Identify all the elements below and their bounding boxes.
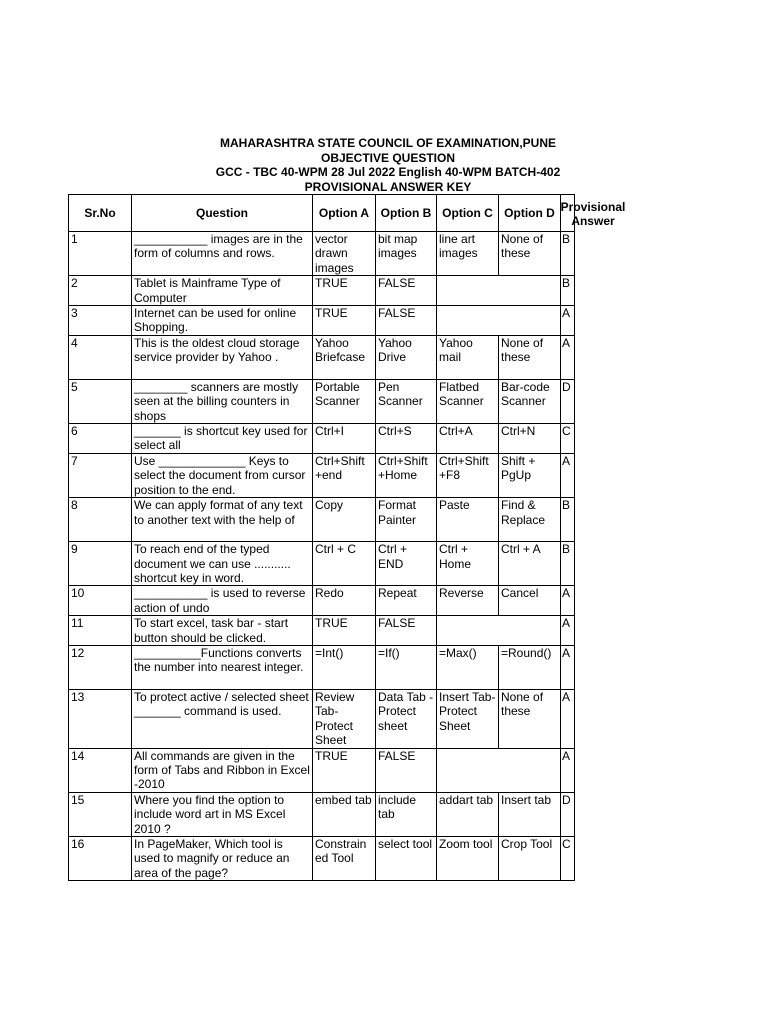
cell-option-d: Shift + PgUp: [499, 453, 561, 497]
cell-option-b: FALSE: [376, 306, 437, 336]
cell-option-c: line art images: [437, 232, 499, 276]
table-row: [69, 306, 575, 336]
cell-srno: 14: [69, 748, 132, 792]
cell-option-b: Data Tab - Protect sheet: [376, 689, 437, 748]
cell-option-b: Ctrl+Shift +Home: [376, 453, 437, 497]
cell-srno: 16: [69, 837, 132, 881]
cell-srno: 11: [69, 616, 132, 646]
cell-question: ___________ is used to reverse action of undo: [132, 586, 313, 616]
table-row: [69, 748, 575, 792]
cell-srno: 12: [69, 645, 132, 689]
cell-option-c: Zoom tool: [437, 837, 499, 881]
cell-question: ___________ images are in the form of columns and rows.: [132, 232, 313, 276]
cell-answer: B: [561, 276, 575, 306]
cell-option-a: Copy: [313, 498, 376, 542]
cell-question: To reach end of the typed document we can use ........... shortcut key in word.: [132, 542, 313, 586]
col-header-option-a: Option A: [313, 195, 376, 232]
table-row: [69, 379, 575, 423]
cell-answer: A: [561, 453, 575, 497]
table-row: [69, 542, 575, 586]
table-row: [69, 689, 575, 748]
cell-option-a: vector drawn images: [313, 232, 376, 276]
cell-option-c: Yahoo mail: [437, 335, 499, 379]
cell-question: All commands are given in the form of Tabs and Ribbon in Excel -2010: [132, 748, 313, 792]
cell-srno: 6: [69, 424, 132, 454]
cell-option-a: Ctrl+Shift +end: [313, 453, 376, 497]
table-header-row: [69, 195, 575, 232]
cell-option-c: Paste: [437, 498, 499, 542]
cell-option-d: Insert tab: [499, 792, 561, 836]
table-row: [69, 837, 575, 881]
document-subtitle: OBJECTIVE QUESTION: [320, 150, 456, 165]
table-row: [69, 645, 575, 689]
cell-srno: 2: [69, 276, 132, 306]
cell-option-a: TRUE: [313, 306, 376, 336]
cell-option-c: Flatbed Scanner: [437, 379, 499, 423]
cell-option-a: Portable Scanner: [313, 379, 376, 423]
cell-option-a: Yahoo Briefcase: [313, 335, 376, 379]
cell-question: Internet can be used for online Shopping.: [132, 306, 313, 336]
cell-question: Where you find the option to include word art in MS Excel 2010 ?: [132, 792, 313, 836]
cell-answer: B: [561, 232, 575, 276]
cell-srno: 1: [69, 232, 132, 276]
cell-option-c: [437, 616, 561, 646]
cell-option-d: Ctrl + A: [499, 542, 561, 586]
cell-answer: C: [561, 424, 575, 454]
cell-question: This is the oldest cloud storage service provider by Yahoo .: [132, 335, 313, 379]
cell-srno: 5: [69, 379, 132, 423]
cell-answer: D: [561, 379, 575, 423]
cell-answer: A: [561, 645, 575, 689]
cell-option-c: [437, 748, 561, 792]
cell-option-d: None of these: [499, 232, 561, 276]
cell-option-b: bit map images: [376, 232, 437, 276]
cell-option-c: Ctrl + Home: [437, 542, 499, 586]
cell-option-d: None of these: [499, 689, 561, 748]
cell-answer: B: [561, 542, 575, 586]
cell-answer: A: [561, 748, 575, 792]
cell-answer: D: [561, 792, 575, 836]
cell-answer: A: [561, 306, 575, 336]
col-header-answer: [560, 195, 626, 232]
cell-option-d: Bar-code Scanner: [499, 379, 561, 423]
table-row: [69, 616, 575, 646]
cell-srno: 10: [69, 586, 132, 616]
cell-question: ________ scanners are mostly seen at the billing counters in shops: [132, 379, 313, 423]
cell-srno: 15: [69, 792, 132, 836]
document-header: [0, 136, 770, 194]
cell-option-d: None of these: [499, 335, 561, 379]
cell-srno: 4: [69, 335, 132, 379]
answer-key-title: PROVISIONAL ANSWER KEY: [304, 179, 472, 194]
cell-option-b: FALSE: [376, 276, 437, 306]
table-row: [69, 232, 575, 276]
cell-srno: 13: [69, 689, 132, 748]
cell-option-d: Find & Replace: [499, 498, 561, 542]
table-row: [69, 498, 575, 542]
cell-question: To protect active / selected sheet _______ command is used.: [132, 689, 313, 748]
cell-option-a: TRUE: [313, 276, 376, 306]
cell-question: To start excel, task bar - start button should be clicked.: [132, 616, 313, 646]
cell-option-c: Reverse: [437, 586, 499, 616]
col-header-option-d: Option D: [499, 195, 561, 232]
cell-option-c: Ctrl+Shift +F8: [437, 453, 499, 497]
table-row: [69, 586, 575, 616]
table-body: [69, 232, 575, 881]
cell-option-c: Insert Tab-Protect Sheet: [437, 689, 499, 748]
col-header-option-c: Option C: [437, 195, 499, 232]
cell-option-c: [437, 306, 561, 336]
cell-option-a: Ctrl + C: [313, 542, 376, 586]
answer-key-table: [68, 194, 626, 881]
cell-question: _______ is shortcut key used for select all: [132, 424, 313, 454]
cell-option-a: Review Tab-Protect Sheet: [313, 689, 376, 748]
cell-option-a: Ctrl+I: [313, 424, 376, 454]
cell-question: __________Functions converts the number into nearest integer.: [132, 645, 313, 689]
cell-question: In PageMaker, Which tool is used to magnify or reduce an area of the page?: [132, 837, 313, 881]
cell-option-a: embed tab: [313, 792, 376, 836]
cell-question: We can apply format of any text to another text with the help of: [132, 498, 313, 542]
cell-option-b: Ctrl + END: [376, 542, 437, 586]
batch-info: GCC - TBC 40-WPM 28 Jul 2022 English 40-WPM BATCH-402: [215, 165, 561, 179]
cell-option-d: Crop Tool: [499, 837, 561, 881]
cell-option-c: Ctrl+A: [437, 424, 499, 454]
cell-option-a: TRUE: [313, 748, 376, 792]
cell-srno: 3: [69, 306, 132, 336]
cell-srno: 9: [69, 542, 132, 586]
cell-option-b: FALSE: [376, 616, 437, 646]
table-row: [69, 453, 575, 497]
cell-srno: 8: [69, 498, 132, 542]
cell-option-c: addart tab: [437, 792, 499, 836]
col-header-srno: Sr.No: [69, 195, 132, 232]
cell-option-b: include tab: [376, 792, 437, 836]
cell-answer: A: [561, 335, 575, 379]
cell-option-c: =Max(): [437, 645, 499, 689]
cell-option-a: Constrained Tool: [313, 837, 376, 881]
cell-option-b: Yahoo Drive: [376, 335, 437, 379]
cell-answer: A: [561, 689, 575, 748]
cell-option-a: =Int(): [313, 645, 376, 689]
cell-option-b: select tool: [376, 837, 437, 881]
cell-option-d: Cancel: [499, 586, 561, 616]
cell-srno: 7: [69, 453, 132, 497]
cell-option-d: =Round(): [499, 645, 561, 689]
col-header-answer-label: Provisional Answer: [560, 200, 626, 228]
cell-option-b: =If(): [376, 645, 437, 689]
cell-option-b: FALSE: [376, 748, 437, 792]
table-row: [69, 792, 575, 836]
cell-option-a: TRUE: [313, 616, 376, 646]
cell-option-b: Ctrl+S: [376, 424, 437, 454]
table-row: [69, 335, 575, 379]
cell-option-c: [437, 276, 561, 306]
table-row: [69, 424, 575, 454]
col-header-option-b: Option B: [376, 195, 437, 232]
cell-option-d: Ctrl+N: [499, 424, 561, 454]
cell-question: Tablet is Mainframe Type of Computer: [132, 276, 313, 306]
table-row: [69, 276, 575, 306]
col-header-question: Question: [132, 195, 313, 232]
cell-answer: A: [561, 616, 575, 646]
cell-option-b: Repeat: [376, 586, 437, 616]
cell-option-b: Pen Scanner: [376, 379, 437, 423]
cell-answer: C: [561, 837, 575, 881]
council-title: MAHARASHTRA STATE COUNCIL OF EXAMINATION,PUNE: [220, 136, 556, 150]
cell-question: Use _____________ Keys to select the document from cursor position to the end.: [132, 453, 313, 497]
cell-answer: B: [561, 498, 575, 542]
cell-answer: A: [561, 586, 575, 616]
cell-option-a: Redo: [313, 586, 376, 616]
cell-option-b: Format Painter: [376, 498, 437, 542]
